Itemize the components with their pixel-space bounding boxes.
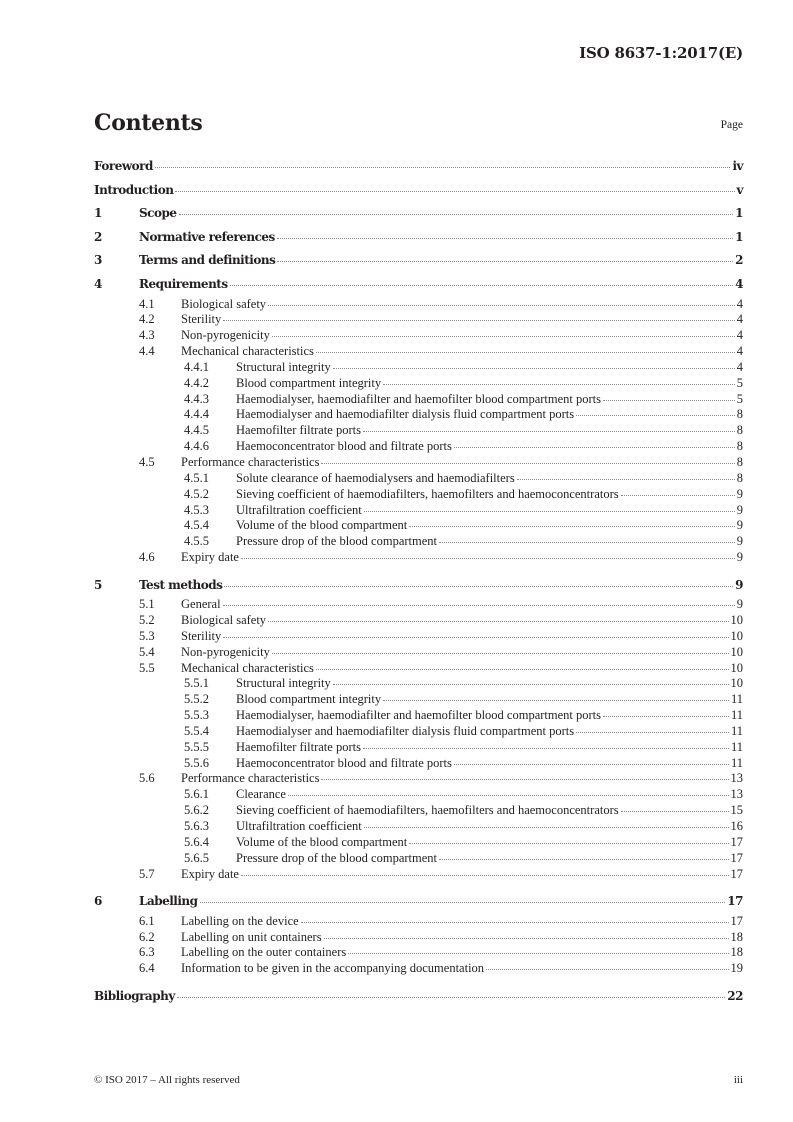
dot-leader — [333, 684, 729, 685]
toc-entry[interactable] — [94, 202, 743, 226]
toc-entry-number: 5.5.2 — [184, 692, 209, 707]
toc-entry-number: 4.4.4 — [184, 407, 209, 422]
dot-leader — [348, 953, 728, 954]
toc-entry-page: 9 — [736, 486, 743, 501]
toc-entry-title: Haemoconcentrator blood and filtrate ports — [236, 755, 452, 770]
toc-entry-page: 17 — [730, 866, 743, 881]
toc-entry[interactable] — [94, 708, 743, 724]
toc-entry-page: 4 — [736, 359, 743, 374]
toc-entry[interactable] — [94, 676, 743, 692]
toc-entry-page: 10 — [730, 628, 743, 643]
toc-entry-title: Haemodialyser and haemodiafilter dialysis fluid compartment ports — [236, 407, 575, 422]
toc-entry[interactable] — [94, 518, 743, 534]
toc-entry-number: 4.5 — [139, 455, 155, 469]
dot-leader — [363, 748, 729, 749]
toc-entry-title: Labelling — [139, 894, 198, 909]
toc-entry-title: Performance characteristics — [181, 771, 320, 786]
toc-entry-title: Normative references — [139, 229, 275, 244]
toc-entry-number: 5.6.4 — [184, 834, 209, 849]
toc-entry[interactable] — [94, 439, 743, 455]
toc-entry-page: 2 — [735, 253, 743, 268]
toc-entry-page: 17 — [730, 913, 743, 928]
toc-entry-title: Sieving coefficient of haemodiafilters, haemofilters and haemoconcentrators — [236, 486, 619, 501]
toc-entry-number: 4.4.6 — [184, 439, 209, 454]
dot-leader — [324, 938, 729, 939]
toc-entry[interactable] — [94, 613, 743, 629]
toc-entry-number: 4.5.5 — [184, 534, 209, 549]
dot-leader — [268, 305, 735, 306]
toc-entry-page: 11 — [730, 692, 743, 707]
toc-entry-page: 11 — [730, 739, 743, 754]
toc-entry[interactable] — [94, 724, 743, 740]
toc-entry-page: iv — [732, 159, 743, 173]
toc-entry-page: 19 — [730, 961, 743, 976]
toc-entry-page: 11 — [730, 723, 743, 738]
toc-entry-page: 22 — [727, 988, 743, 1003]
toc-entry[interactable] — [94, 629, 743, 645]
dot-leader — [223, 605, 735, 606]
dot-leader — [321, 779, 728, 780]
toc-entry-title: Non-pyrogenicity — [181, 328, 270, 343]
toc-entry-page: 10 — [730, 660, 743, 675]
toc-entry[interactable] — [94, 771, 743, 787]
toc-entry-title: Expiry date — [181, 550, 239, 565]
toc-entry-page: 17 — [727, 894, 743, 909]
dot-leader — [224, 586, 733, 587]
toc-entry[interactable] — [94, 692, 743, 708]
toc-entry[interactable] — [94, 487, 743, 503]
dot-leader — [230, 285, 734, 286]
toc-entry[interactable] — [94, 803, 743, 819]
toc-entry-title: Labelling on the device — [181, 913, 299, 928]
toc-entry-page: 8 — [736, 423, 743, 438]
toc-entry-page: 1 — [735, 229, 743, 244]
toc-entry-title: Foreword — [94, 159, 153, 173]
toc-entry[interactable] — [94, 249, 743, 273]
toc-entry-page: 11 — [730, 708, 743, 723]
page-title: Contents — [94, 110, 203, 136]
toc-entry-title: Pressure drop of the blood compartment — [236, 534, 437, 549]
toc-entry-number: 6.1 — [139, 913, 155, 928]
toc-entry-title: Labelling on unit containers — [181, 929, 322, 944]
dot-leader — [155, 167, 731, 168]
toc-entry-number: 4.5.4 — [184, 518, 209, 533]
toc-entry-page: 8 — [736, 470, 743, 485]
toc-entry-page: 18 — [730, 929, 743, 944]
toc-entry[interactable] — [94, 423, 743, 439]
toc-entry-number: 5.5.1 — [184, 676, 209, 691]
toc-entry[interactable] — [94, 756, 743, 772]
toc-entry-number: 5.5.4 — [184, 723, 209, 738]
toc-entry-title: Haemodialyser, haemodiafilter and haemofilter blood compartment ports — [236, 391, 602, 406]
dot-leader — [277, 261, 733, 262]
toc-entry-title: Solute clearance of haemodialysers and haemodiafilters — [236, 470, 515, 485]
toc-entry-page: 10 — [730, 613, 743, 628]
dot-leader — [439, 859, 729, 860]
dot-leader — [486, 969, 728, 970]
dot-leader — [288, 795, 729, 796]
toc-entry[interactable] — [94, 661, 743, 677]
toc-entry-title: Expiry date — [181, 866, 239, 881]
dot-leader — [364, 511, 735, 512]
dot-leader — [454, 764, 729, 765]
toc-entry-number: 5.6 — [139, 771, 155, 786]
toc-entry-page: 9 — [736, 534, 743, 549]
toc-entry-page: 8 — [736, 455, 743, 469]
toc-entry[interactable] — [94, 273, 743, 297]
toc-entry-number: 6.2 — [139, 929, 155, 944]
toc-entry-title: Test methods — [139, 577, 223, 592]
toc-entry-number: 4.4.2 — [184, 375, 209, 390]
toc-entry[interactable] — [94, 985, 743, 1009]
toc-entry-number: 4.4 — [139, 344, 155, 359]
page-column-label: Page — [720, 119, 743, 131]
toc-entry-title: Haemofilter filtrate ports — [236, 739, 361, 754]
dot-leader — [268, 621, 728, 622]
toc-entry-title: Ultrafiltration coefficient — [236, 819, 362, 833]
toc-entry[interactable] — [94, 597, 743, 613]
toc-entry-page: 8 — [736, 407, 743, 422]
toc-entry[interactable] — [94, 376, 743, 392]
toc-entry[interactable] — [94, 867, 743, 883]
toc-entry[interactable] — [94, 819, 743, 835]
toc-entry-number: 5.2 — [139, 613, 155, 628]
toc-entry-number: 5.6.1 — [184, 787, 209, 802]
table-of-contents — [94, 155, 743, 1008]
toc-entry-number: 4.3 — [139, 328, 155, 343]
toc-entry-number: 3 — [94, 253, 102, 268]
dot-leader — [383, 384, 735, 385]
toc-entry-number: 4.6 — [139, 550, 155, 565]
toc-entry[interactable] — [94, 961, 743, 977]
toc-entry-title: Ultrafiltration coefficient — [236, 502, 362, 517]
toc-entry-page: 4 — [736, 344, 743, 359]
toc-entry-number: 5.3 — [139, 628, 155, 643]
toc-entry-page: 17 — [730, 850, 743, 865]
footer-copyright: © ISO 2017 – All rights reserved — [94, 1074, 240, 1086]
toc-entry-page: 4 — [736, 296, 743, 311]
toc-entry[interactable] — [94, 392, 743, 408]
toc-entry-title: Labelling on the outer containers — [181, 945, 347, 960]
toc-entry[interactable] — [94, 179, 743, 203]
toc-entry[interactable] — [94, 574, 743, 598]
toc-entry-title: Biological safety — [181, 613, 267, 628]
dot-leader — [603, 400, 735, 401]
dot-leader — [363, 431, 735, 432]
footer-page-number: iii — [733, 1074, 743, 1086]
toc-entry[interactable] — [94, 914, 743, 930]
toc-entry-number: 4.5.3 — [184, 502, 209, 517]
toc-entry-page: 13 — [730, 787, 743, 802]
toc-entry-page: 16 — [730, 819, 743, 833]
toc-entry-title: Haemoconcentrator blood and filtrate ports — [236, 439, 452, 454]
toc-entry[interactable] — [94, 534, 743, 550]
dot-leader — [241, 558, 735, 559]
toc-entry-number: 5.5.3 — [184, 708, 209, 723]
dot-leader — [301, 922, 729, 923]
toc-entry-page: 4 — [735, 276, 743, 291]
toc-entry-title: Bibliography — [94, 988, 175, 1003]
toc-entry-title: Haemodialyser and haemodiafilter dialysis fluid compartment ports — [236, 723, 575, 738]
toc-entry-page: 5 — [736, 375, 743, 390]
toc-entry-title: Volume of the blood compartment — [236, 834, 408, 849]
toc-entry[interactable] — [94, 550, 743, 566]
toc-entry-title: Clearance — [236, 787, 286, 802]
dot-leader — [439, 542, 735, 543]
dot-leader — [621, 495, 735, 496]
toc-entry-number: 4.2 — [139, 312, 155, 327]
toc-entry-title: Haemodialyser, haemodiafilter and haemofilter blood compartment ports — [236, 708, 602, 723]
toc-entry-title: Structural integrity — [236, 676, 331, 691]
dot-leader — [621, 811, 729, 812]
toc-entry[interactable] — [94, 226, 743, 250]
toc-entry-page: 9 — [735, 577, 743, 592]
toc-entry-page: 9 — [736, 502, 743, 517]
toc-entry-number: 4.5.2 — [184, 486, 209, 501]
toc-entry-title: Sterility — [181, 312, 222, 327]
toc-entry[interactable] — [94, 503, 743, 519]
dot-leader — [272, 653, 729, 654]
toc-entry-title: Haemofilter filtrate ports — [236, 423, 361, 438]
toc-entry-title: Requirements — [139, 276, 228, 291]
dot-leader — [177, 997, 726, 998]
toc-entry[interactable] — [94, 312, 743, 328]
toc-entry-title: General — [181, 597, 221, 612]
toc-entry[interactable] — [94, 945, 743, 961]
toc-entry-page: 8 — [736, 439, 743, 454]
toc-entry-title: Performance characteristics — [181, 455, 320, 469]
dot-leader — [603, 716, 729, 717]
toc-entry-page: 5 — [736, 391, 743, 406]
dot-leader — [200, 902, 726, 903]
toc-entry-number: 5.4 — [139, 644, 155, 659]
dot-leader — [223, 637, 728, 638]
toc-entry-title: Terms and definitions — [139, 253, 276, 268]
toc-entry-title: Non-pyrogenicity — [181, 644, 270, 659]
dot-leader — [321, 463, 734, 464]
toc-entry-page: 4 — [736, 328, 743, 343]
toc-entry-number: 4.4.1 — [184, 359, 209, 374]
dot-leader — [454, 447, 735, 448]
toc-entry[interactable] — [94, 297, 743, 313]
toc-entry-number: 2 — [94, 229, 102, 244]
toc-entry-title: Information to be given in the accompanying documentation — [181, 961, 485, 976]
toc-entry-number: 4.1 — [139, 296, 155, 311]
toc-entry-title: Pressure drop of the blood compartment — [236, 850, 437, 865]
toc-entry-number: 1 — [94, 206, 102, 221]
toc-entry[interactable] — [94, 328, 743, 344]
toc-entry-number: 5.6.2 — [184, 803, 209, 818]
dot-leader — [175, 191, 734, 192]
toc-entry-page: 15 — [730, 803, 743, 818]
toc-entry-title: Biological safety — [181, 296, 267, 311]
toc-entry-title: Blood compartment integrity — [236, 375, 382, 390]
toc-entry-title: Structural integrity — [236, 359, 331, 374]
toc-entry-title: Introduction — [94, 182, 174, 197]
toc-entry-number: 6.3 — [139, 945, 155, 960]
dot-leader — [576, 732, 729, 733]
dot-leader — [316, 669, 729, 670]
toc-entry-page: 18 — [730, 945, 743, 960]
toc-entry-page: 1 — [735, 206, 743, 221]
toc-entry-page: v — [736, 182, 743, 197]
dot-leader — [576, 415, 735, 416]
toc-entry[interactable] — [94, 344, 743, 360]
dot-leader — [409, 526, 734, 527]
dot-leader — [272, 336, 735, 337]
toc-entry-number: 4 — [94, 276, 102, 291]
toc-entry-title: Sterility — [181, 628, 222, 643]
toc-entry-title: Scope — [139, 206, 177, 221]
toc-entry[interactable] — [94, 787, 743, 803]
toc-entry-number: 5.5 — [139, 660, 155, 675]
toc-entry-page: 9 — [736, 597, 743, 612]
toc-entry-page: 13 — [730, 771, 743, 786]
toc-entry-page: 4 — [736, 312, 743, 327]
document-id: ISO 8637-1:2017(E) — [579, 44, 743, 62]
toc-entry-number: 6.4 — [139, 961, 155, 976]
toc-entry-number: 4.4.5 — [184, 423, 209, 438]
toc-entry[interactable] — [94, 740, 743, 756]
toc-entry[interactable] — [94, 407, 743, 423]
toc-entry-number: 5.5.6 — [184, 755, 209, 770]
toc-entry-number: 4.4.3 — [184, 391, 209, 406]
toc-entry-number: 6 — [94, 894, 102, 909]
toc-entry-page: 11 — [730, 755, 743, 770]
toc-entry-number: 5.6.3 — [184, 819, 209, 833]
dot-leader — [517, 479, 735, 480]
toc-entry-number: 5.5.5 — [184, 739, 209, 754]
toc-entry[interactable] — [94, 930, 743, 946]
toc-entry-number: 5.6.5 — [184, 850, 209, 865]
toc-entry[interactable] — [94, 890, 743, 914]
dot-leader — [364, 827, 729, 828]
dot-leader — [383, 700, 729, 701]
toc-entry-title: Mechanical characteristics — [181, 344, 314, 359]
dot-leader — [241, 875, 729, 876]
toc-entry-title: Sieving coefficient of haemodiafilters, haemofilters and haemoconcentrators — [236, 803, 619, 818]
toc-entry[interactable] — [94, 835, 743, 851]
dot-leader — [223, 320, 734, 321]
toc-entry-title: Volume of the blood compartment — [236, 518, 408, 533]
toc-entry[interactable] — [94, 645, 743, 661]
dot-leader — [333, 368, 735, 369]
toc-entry[interactable] — [94, 455, 743, 471]
toc-entry[interactable] — [94, 471, 743, 487]
toc-entry-number: 5.7 — [139, 866, 155, 881]
toc-entry-number: 5 — [94, 577, 102, 592]
dot-leader — [409, 843, 728, 844]
toc-entry-page: 17 — [730, 834, 743, 849]
toc-entry-number: 5.1 — [139, 597, 155, 612]
dot-leader — [316, 352, 735, 353]
toc-entry[interactable] — [94, 155, 743, 179]
toc-entry-number: 4.5.1 — [184, 470, 209, 485]
toc-entry-page: 9 — [736, 550, 743, 565]
toc-entry-page: 10 — [730, 676, 743, 691]
toc-entry[interactable] — [94, 851, 743, 867]
toc-entry[interactable] — [94, 360, 743, 376]
dot-leader — [277, 238, 733, 239]
toc-entry-page: 9 — [736, 518, 743, 533]
dot-leader — [179, 214, 734, 215]
toc-entry-title: Mechanical characteristics — [181, 660, 314, 675]
toc-entry-title: Blood compartment integrity — [236, 692, 382, 707]
toc-entry-page: 10 — [730, 644, 743, 659]
